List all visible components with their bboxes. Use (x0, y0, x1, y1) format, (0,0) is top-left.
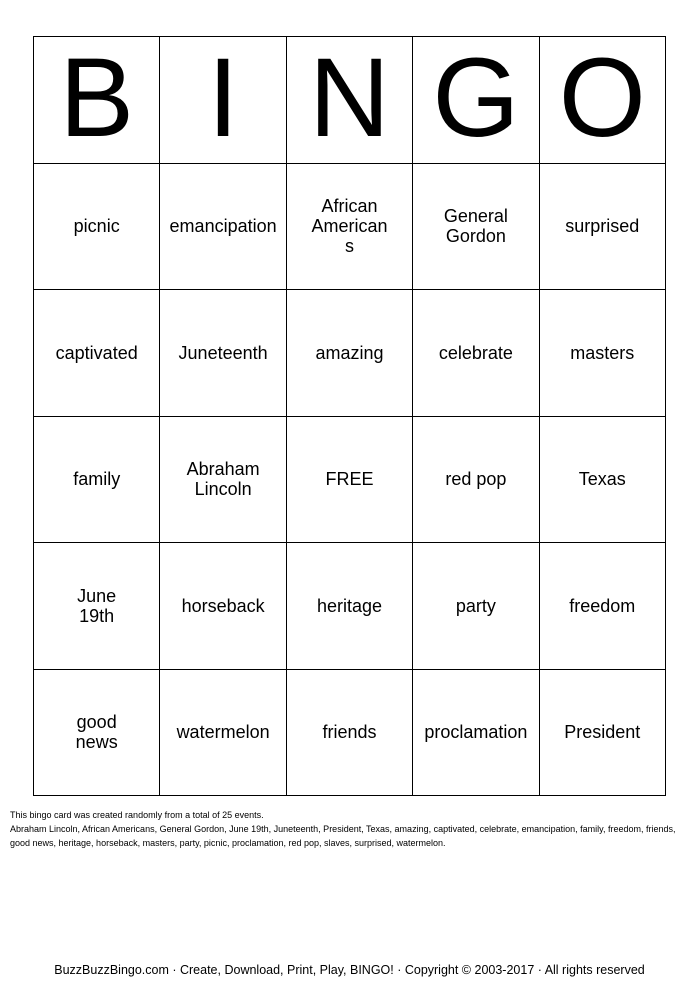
cell-text: Juneteenth (178, 342, 268, 363)
cell-text: Texas (578, 469, 626, 490)
bingo-cell (160, 670, 286, 797)
cell-text: friends (322, 722, 377, 743)
card-info (10, 808, 690, 850)
cell-text: celebrate (438, 342, 513, 363)
info-event-list: Abraham Lincoln, African Americans, General Gordon, June 19th, Juneteenth, President, Texas, amazing, captivated, celebrate, emancipation, family, freedom, friends, good news, heritage, horseback, masters, party, picnic, proclamation, red pop, slaves, surprised, watermelon. (10, 824, 676, 848)
header-letter: G (432, 37, 520, 160)
cell-text: amazing (315, 342, 384, 363)
header-letter: I (207, 37, 239, 160)
bingo-cell (34, 164, 160, 291)
cell-text: African Americans (311, 196, 388, 257)
bingo-cell (160, 417, 286, 544)
cell-text: President (564, 722, 641, 743)
bingo-cell (413, 164, 539, 291)
cell-text: freedom (569, 595, 636, 616)
bingo-card (33, 36, 666, 796)
bingo-cell (287, 290, 413, 417)
bingo-cell (413, 670, 539, 797)
cell-text: good news (75, 712, 118, 753)
bingo-cell (160, 164, 286, 291)
bingo-cell (287, 164, 413, 291)
header-cell-g (413, 37, 539, 164)
cell-text: Abraham Lincoln (186, 459, 260, 500)
bingo-cell (287, 543, 413, 670)
cell-text: red pop (445, 469, 507, 490)
header-letter: B (59, 37, 135, 160)
bingo-cell (413, 417, 539, 544)
cell-text: June 19th (77, 585, 117, 626)
cell-text: horseback (181, 595, 265, 616)
cell-text: proclamation (424, 722, 528, 743)
free-space-text: FREE (325, 469, 374, 490)
cell-text: heritage (316, 595, 383, 616)
bingo-cell (413, 543, 539, 670)
cell-text: watermelon (176, 722, 270, 743)
header-cell-o (540, 37, 666, 164)
bingo-cell (34, 417, 160, 544)
bingo-cell (540, 164, 666, 291)
bingo-cell (34, 290, 160, 417)
cell-text: General Gordon (443, 206, 508, 247)
cell-text: family (73, 469, 121, 490)
bingo-cell (34, 543, 160, 670)
header-cell-b (34, 37, 160, 164)
cell-text: captivated (55, 342, 138, 363)
cell-text: masters (570, 342, 635, 363)
bingo-cell (34, 670, 160, 797)
cell-text: surprised (565, 216, 640, 237)
free-space-cell (287, 417, 413, 544)
bingo-cell (160, 290, 286, 417)
header-letter: O (558, 37, 646, 160)
bingo-cell (540, 543, 666, 670)
bingo-cell (540, 670, 666, 797)
bingo-cell (160, 543, 286, 670)
header-letter: N (309, 37, 390, 160)
bingo-cell (287, 670, 413, 797)
bingo-cell (413, 290, 539, 417)
cell-text: party (455, 595, 496, 616)
header-cell-i (160, 37, 286, 164)
cell-text: emancipation (169, 216, 277, 237)
cell-text: picnic (73, 216, 120, 237)
bingo-cell (540, 417, 666, 544)
info-summary: This bingo card was created randomly from a total of 25 events. (10, 810, 264, 820)
header-cell-n (287, 37, 413, 164)
footer-text: BuzzBuzzBingo.com · Create, Download, Print, Play, BINGO! · Copyright © 2003-2017 · All rights reserved (54, 963, 645, 977)
bingo-cell (540, 290, 666, 417)
